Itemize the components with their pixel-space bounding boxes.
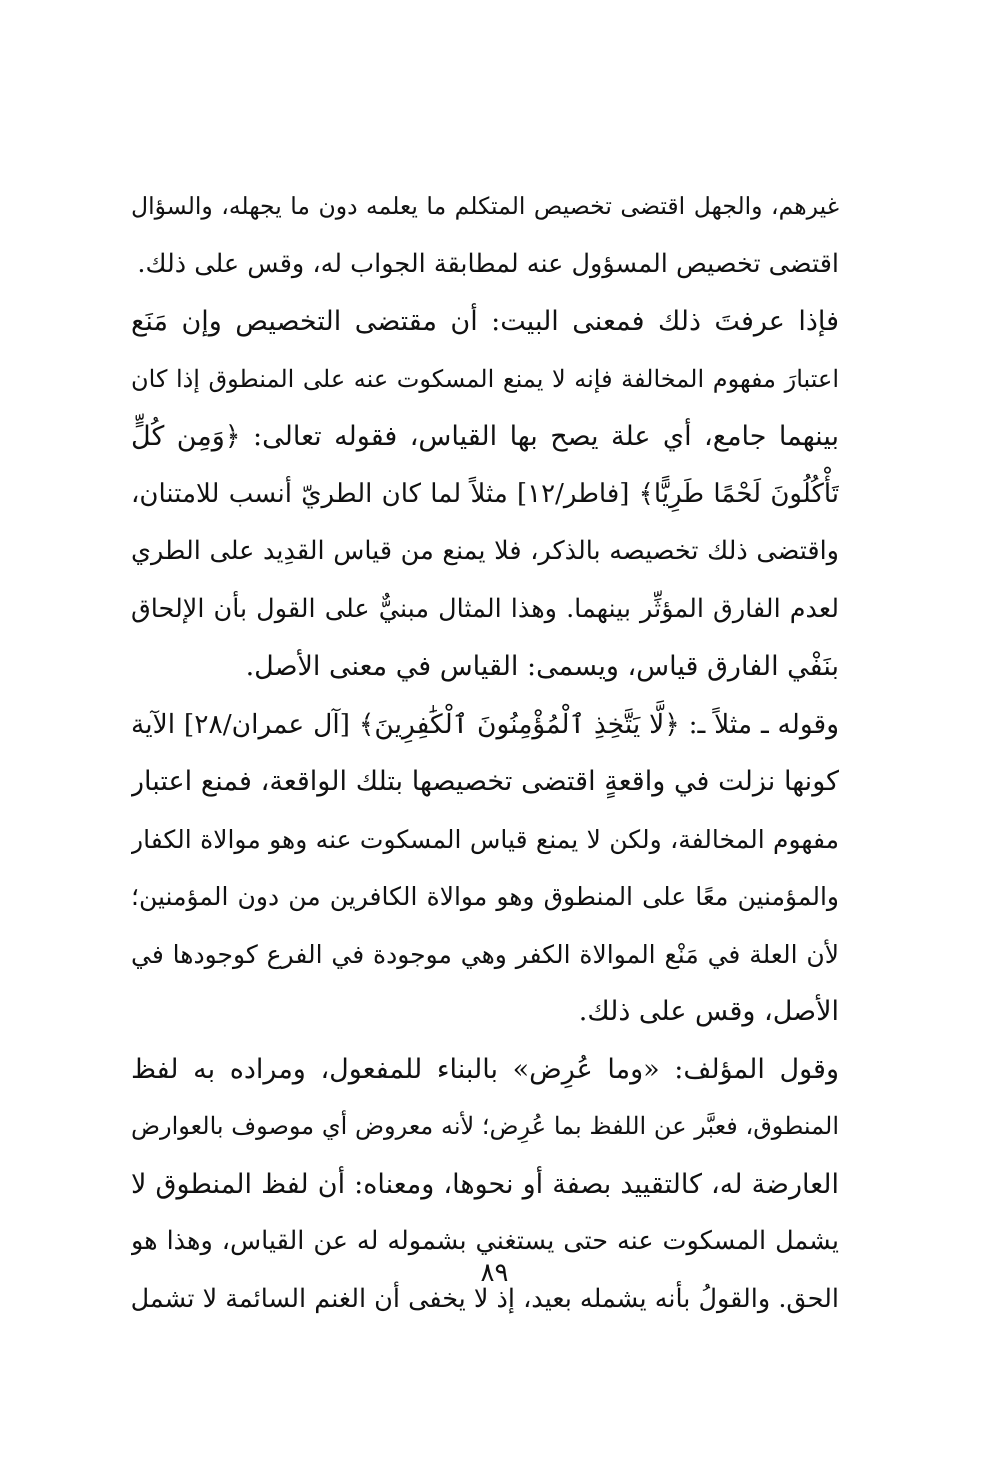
text-line: لأن العلة في مَنْع الموالاة الكفر وهي موجودة في الفرع كوجودها في [131,939,839,969]
text-line: الأصل، وقس على ذلك. [578,996,839,1027]
text-line: فإذا عرفتَ ذلك فمعنى البيت: أن مقتضى التخصيص وإن مَنَع [131,306,839,337]
text-line: وقوله ـ مثلاً ـ: ﴿لَّا يَتَّخِذِ ٱلْمُؤْمِنُونَ ٱلْكَٰفِرِينَ﴾ [آل عمران/٢٨] الآية [131,708,839,740]
text-line: يشمل المسكوت عنه حتى يستغني بشموله له عن القياس، وهذا هو [131,1226,839,1256]
page-number: ٨٩ [480,1258,509,1288]
body-text [131,178,839,1328]
text-line: الحق. والقولُ بأنه يشمله بعيد، إذ لا يخفى أن الغنم السائمة لا تشمل [131,1283,839,1314]
text-line: كونها نزلت في واقعةٍ اقتضى تخصيصها بتلك الواقعة، فمنع اعتبار [131,766,839,797]
text-line: غيرهم، والجهل اقتضى تخصيص المتكلم ما يعلمه دون ما يجهله، والسؤال [131,192,839,220]
text-line: تَأْكُلُونَ لَحْمًا طَرِيًّا﴾ [فاطر/١٢] مثلاً لما كان الطريّ أنسب للامتنان، [131,478,839,509]
text-line: واقتضى ذلك تخصيصه بالذكر، فلا يمنع من قياس القدِيد على الطري [131,536,839,566]
text-line: المنطوق، فعبَّر عن اللفظ بما عُرِض؛ لأنه معروض أي موصوف بالعوارض [131,1112,839,1140]
text-line: بنَفْي الفارق قياس، ويسمى: القياس في معنى الأصل. [245,651,839,682]
text-line: العارضة له، كالتقييد بصفة أو نحوها، ومعناه: أن لفظ المنطوق لا [131,1168,839,1200]
text-line: لعدم الفارق المؤثِّر بينهما. وهذا المثال مبنيٌّ على القول بأن الإلحاق [131,593,839,624]
text-line: مفهوم المخالفة، ولكن لا يمنع قياس المسكوت عنه وهو موالاة الكفار [131,824,839,854]
text-line: اعتبارَ مفهوم المخالفة فإنه لا يمنع المسكوت عنه على المنطوق إذا كان [131,364,839,393]
text-line: بينهما جامع، أي علة يصح بها القياس، فقوله تعالى: ﴿وَمِن كُلٍّ [131,421,839,452]
text-line: اقتضى تخصيص المسؤول عنه لمطابقة الجواب له، وقس على ذلك. [137,248,839,279]
text-line: والمؤمنين معًا على المنطوق وهو موالاة الكافرين من دون المؤمنين؛ [131,882,839,911]
text-line: وقول المؤلف: «وما عُرِض» بالبناء للمفعول، ومراده به لفظ [131,1053,839,1085]
